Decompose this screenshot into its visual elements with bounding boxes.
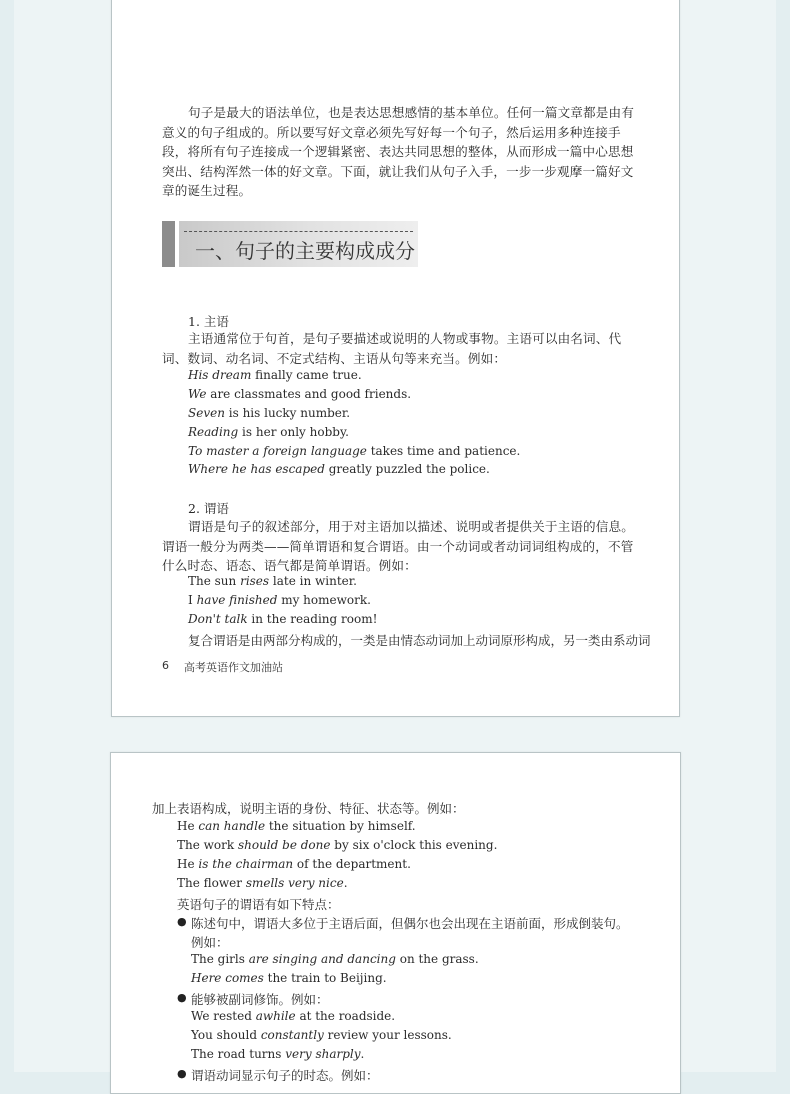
predicate-description: 谓语是句子的叙述部分，用于对主语加以描述、说明或者提供关于主语的信息。谓语一般分为两类——简单谓语和复合谓语。由一个动词或者动词词组构成的，不管什么时态、语态、语气都是简单谓语。例如： [162, 519, 635, 573]
features-intro: 英语句子的谓语有如下特点： [177, 897, 340, 912]
subject-heading: 1. 主语 [188, 314, 229, 329]
subject-example-5: To master a foreign language takes time and patience. [188, 444, 521, 458]
feature-2-example-3: The road turns very sharply. [191, 1047, 365, 1061]
compound-example-1: He can handle the situation by himself. [177, 819, 416, 833]
book-page-6 [111, 0, 680, 717]
feature-2-example-1: We rested awhile at the roadside. [191, 1009, 396, 1023]
feature-2-example-2: You should constantly review your lessons. [191, 1028, 452, 1042]
section-heading [162, 221, 418, 267]
section-title: 一、句子的主要构成成分 [195, 239, 415, 263]
page-number: 6 [162, 659, 169, 672]
subject-example-4: Reading is her only hobby. [188, 425, 349, 439]
compound-example-3: He is the chairman of the department. [177, 857, 411, 871]
feature-1-example-2: Here comes the train to Beijing. [191, 971, 387, 985]
subject-example-6: Where he has escaped greatly puzzled the police. [188, 462, 490, 476]
subject-example-1: His dream finally came true. [188, 368, 362, 382]
predicate-example-1: The sun rises late in winter. [188, 574, 357, 588]
feature-3: 谓语动词显示句子的时态。例如： [191, 1068, 379, 1083]
subject-description: 主语通常位于句首，是句子要描述或说明的人物或事物。主语可以由名词、代词、数词、动名词、不定式结构、主语从句等来充当。例如： [162, 331, 622, 366]
example-label: 例如： [191, 935, 229, 950]
feature-2: 能够被副词修饰。例如： [191, 992, 329, 1007]
bullet-dot: ● [177, 915, 187, 928]
heading-dotted-rule [184, 231, 413, 232]
compound-example-4: The flower smells very nice. [177, 876, 348, 890]
compound-example-2: The work should be done by six o'clock this evening. [177, 838, 498, 852]
predicate-example-3: Don't talk in the reading room! [188, 612, 378, 626]
compound-predicate-text: 复合谓语是由两部分构成的，一类是由情态动词加上动词原形构成，另一类由系动词 [188, 633, 651, 648]
subject-example-3: Seven is his lucky number. [188, 406, 351, 420]
intro-paragraph: 句子是最大的语法单位，也是表达思想感情的基本单位。任何一篇文章都是由有意义的句子组成的。所以要写好文章必须先写好每一个句子，然后运用多种连接手段，将所有句子连接成一个逻辑紧密、表达共同思想的整体，从而形成一篇中心思想突出、结构浑然一体的好文章。下面，就让我们从句子入手，一步一步观摩一篇好文章的诞生过程。 [162, 105, 635, 198]
predicate-heading: 2. 谓语 [188, 501, 229, 516]
feature-1-example-1: The girls are singing and dancing on the grass. [191, 952, 479, 966]
book-title: 高考英语作文加油站 [184, 661, 283, 674]
continued-text: 加上表语构成，说明主语的身份、特征、状态等。例如： [152, 801, 465, 816]
heading-bar [162, 221, 175, 267]
subject-example-2: We are classmates and good friends. [188, 387, 412, 401]
book-page-7 [110, 752, 681, 1094]
predicate-example-2: I have finished my homework. [188, 593, 371, 607]
feature-1: 陈述句中，谓语大多位于主语后面，但偶尔也会出现在主语前面，形成倒装句。 [191, 916, 629, 931]
bullet-dot: ● [177, 1067, 187, 1080]
bullet-dot: ● [177, 991, 187, 1004]
